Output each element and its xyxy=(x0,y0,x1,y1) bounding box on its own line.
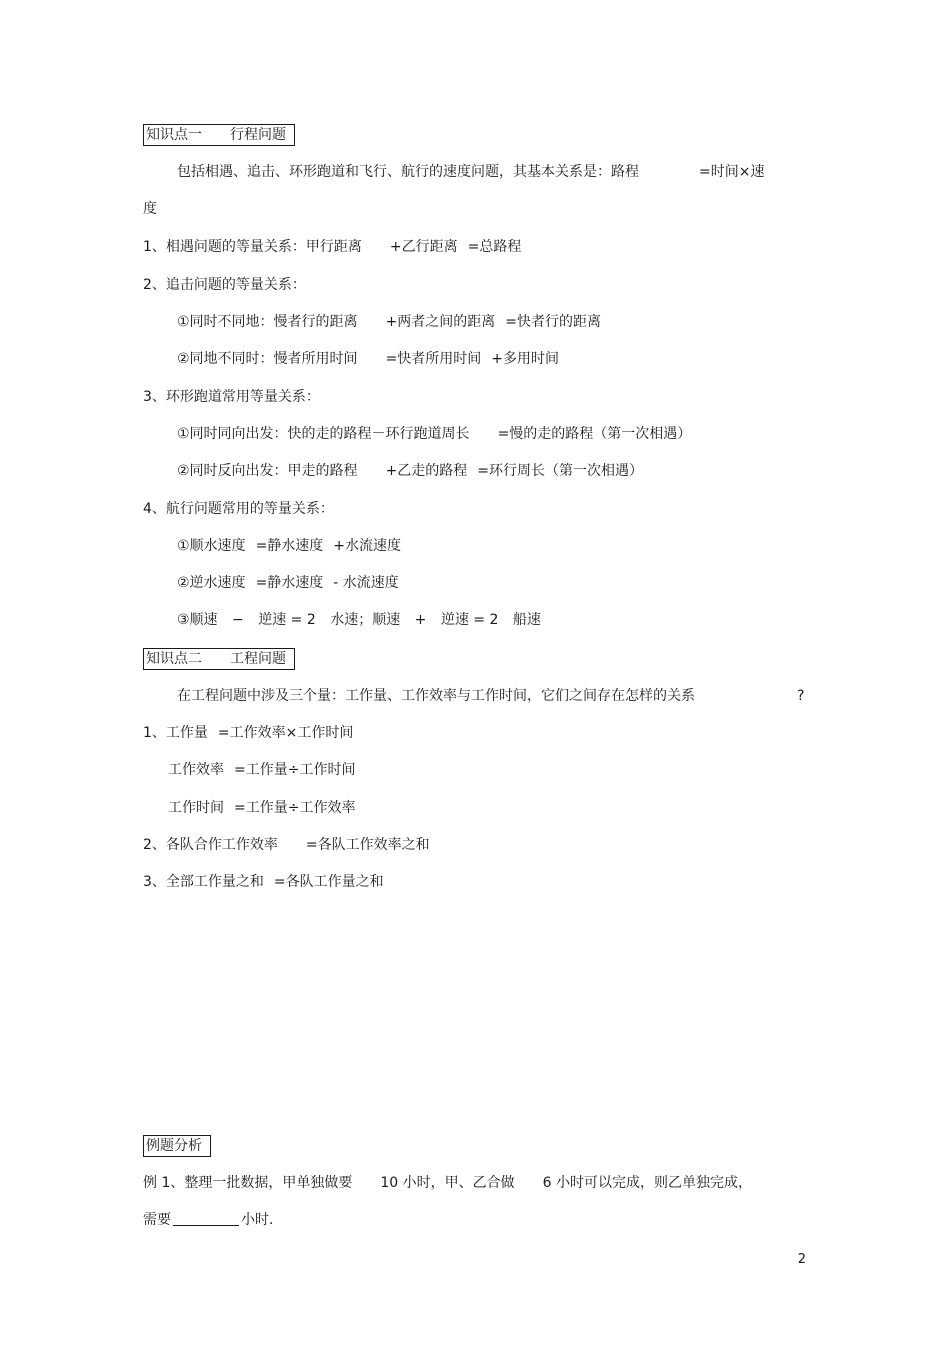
engineering-item-3: 3、全部工作量之和 =各队工作量之和 xyxy=(143,874,384,890)
travel-item-4-2: ②逆水速度 =静水速度 - 水流速度 xyxy=(177,575,399,591)
travel-item-4: 4、航行问题常用的等量关系： xyxy=(143,501,334,517)
section-title-examples: 例题分析 xyxy=(143,1135,211,1157)
example-1-line1: 例 1、整理一批数据，甲单独做要 10 小时，甲、乙合做 6 小时可以完成，则乙单独完成， xyxy=(143,1175,752,1191)
travel-item-3-1: ①同时同向出发：快的走的路程－环行跑道周长 =慢的走的路程（第一次相遇） xyxy=(177,426,692,442)
engineering-item-2: 2、各队合作工作效率 =各队工作效率之和 xyxy=(143,837,430,853)
section-title-label: 知识点一 xyxy=(146,127,202,143)
section-title-topic: 工程问题 xyxy=(230,651,286,667)
travel-item-1: 1、相遇问题的等量关系：甲行距离 +乙行距离 =总路程 xyxy=(143,239,522,255)
page-number: 2 xyxy=(797,1252,806,1267)
travel-item-3: 3、环形跑道常用等量关系： xyxy=(143,389,320,405)
engineering-intro: 在工程问题中涉及三个量：工作量、工作效率与工作时间，它们之间存在怎样的关系 xyxy=(177,688,695,704)
answer-blank xyxy=(173,1211,239,1226)
travel-intro-line1: 包括相遇、追击、环形跑道和飞行、航行的速度问题，其基本关系是：路程 =时间×速 xyxy=(177,164,765,180)
travel-item-2-1: ①同时不同地：慢者行的距离 +两者之间的距离 =快者行的距离 xyxy=(177,314,602,330)
travel-item-4-3: ③顺速 − 逆速 = 2 水速；顺速 + 逆速 = 2 船速 xyxy=(177,612,541,628)
engineering-item-1-3: 工作时间 =工作量÷工作效率 xyxy=(168,800,356,816)
section-title-topic: 行程问题 xyxy=(230,127,286,143)
section-title-label: 知识点二 xyxy=(146,651,202,667)
section-title-engineering xyxy=(143,648,295,670)
section-title-travel xyxy=(143,124,295,146)
travel-item-2-2: ②同地不同时：慢者所用时间 =快者所用时间 +多用时间 xyxy=(177,351,560,367)
engineering-intro-question-mark: ? xyxy=(797,688,805,704)
travel-item-4-1: ①顺水速度 =静水速度 +水流速度 xyxy=(177,538,402,554)
travel-item-2: 2、追击问题的等量关系： xyxy=(143,277,306,293)
engineering-item-1: 1、工作量 =工作效率×工作时间 xyxy=(143,725,354,741)
engineering-item-1-2: 工作效率 =工作量÷工作时间 xyxy=(168,762,356,778)
travel-intro-line2: 度 xyxy=(143,201,157,217)
example-1-line2: 需要 小时. xyxy=(143,1212,274,1228)
travel-item-3-2: ②同时反向出发：甲走的路程 +乙走的路程 =环行周长（第一次相遇） xyxy=(177,463,644,479)
